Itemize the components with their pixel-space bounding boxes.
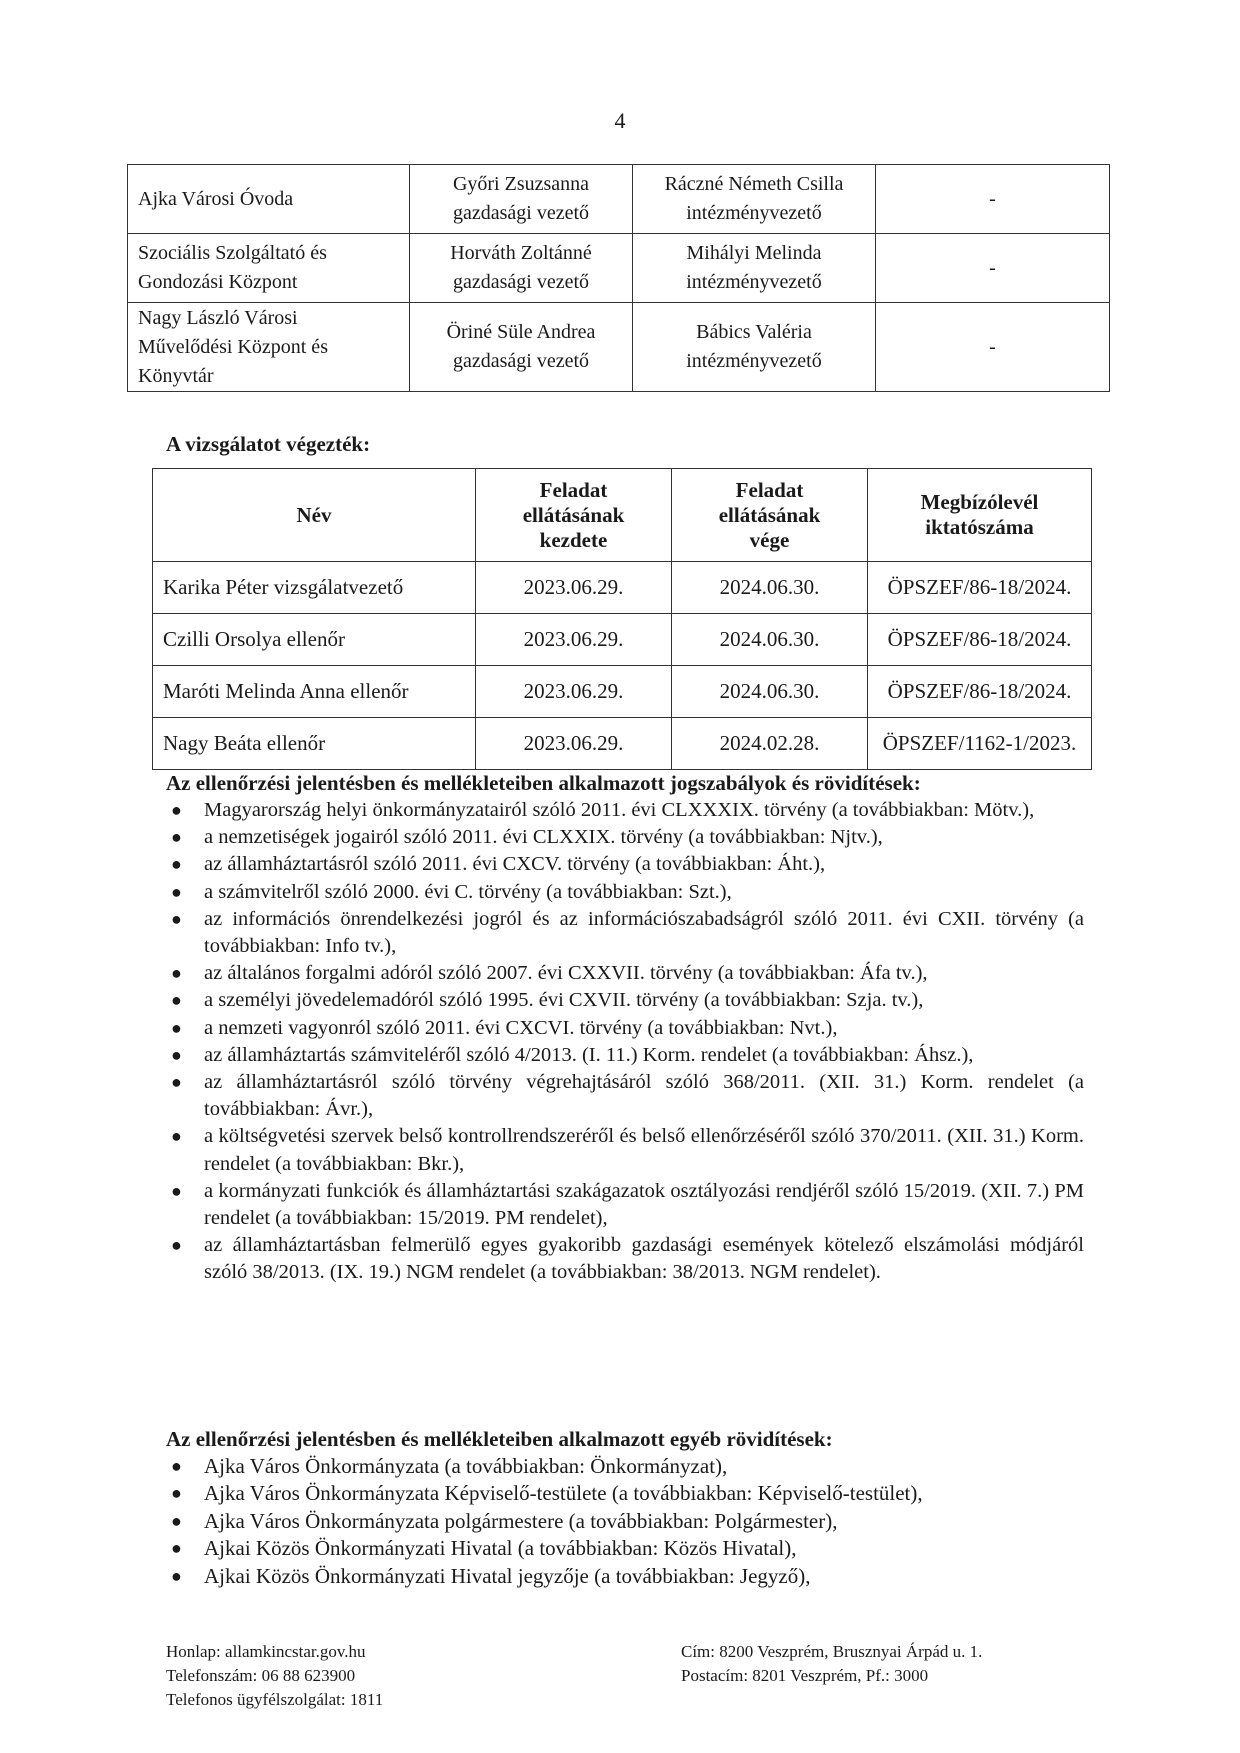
list-item-text: az államháztartásról szóló 2011. évi CXCV. törvény (a továbbiakban: Áht.),: [204, 853, 826, 876]
header-name: Név: [153, 469, 476, 562]
list-item-text: a költségvetési szervek belső kontrollrendszeréről és belső ellenőrzéséről szóló 370/2011. (XII. 31.) Korm. rendelet (a továbbiakban: Bkr.),: [204, 1125, 1084, 1175]
list-item: [166, 960, 1084, 987]
list-item: [166, 1232, 1084, 1286]
list-item-text: az államháztartás számviteléről szóló 4/2013. (I. 11.) Korm. rendelet (a továbbiakban: Áhsz.),: [204, 1043, 974, 1066]
examiner-start-date: 2023.06.29.: [476, 666, 672, 718]
examiners-title: A vizsgálatot végezték:: [166, 432, 371, 456]
examiner-end-date: 2024.06.30.: [672, 614, 868, 666]
list-item-text: Ajka Város Önkormányzata polgármestere (a továbbiakban: Polgármester),: [204, 1508, 838, 1533]
bullet-icon: ●: [171, 1072, 182, 1093]
bullet-icon: ●: [171, 1538, 182, 1559]
examiner-name: Czilli Orsolya ellenőr: [153, 614, 476, 666]
bullet-icon: ●: [171, 990, 182, 1011]
finance-leader-role: gazdasági vezető: [452, 271, 590, 293]
list-item-text: Ajkai Közös Önkormányzati Hivatal (a továbbiakban: Közös Hivatal),: [204, 1536, 797, 1561]
director-role: intézményvezető: [686, 271, 822, 293]
finance-leader-name: Győri Zsuzsanna: [452, 173, 590, 195]
bullet-icon: ●: [171, 1483, 182, 1504]
finance-leader-name: Öriné Süle Andrea: [446, 321, 596, 343]
institutions-table: [127, 164, 1110, 392]
institution-name-cell: [128, 165, 410, 234]
footer-phone: Telefonszám: 06 88 623900: [166, 1666, 356, 1685]
list-item: [166, 1123, 1084, 1177]
list-item: [166, 1453, 1084, 1480]
finance-leader-name: Horváth Zoltánné: [450, 242, 592, 264]
finance-leader-role: gazdasági vezető: [452, 202, 590, 224]
examiner-row: [153, 666, 1092, 718]
examiner-end-date: 2024.06.30.: [672, 666, 868, 718]
examiner-start-date: 2023.06.29.: [476, 614, 672, 666]
list-item-text: a nemzetiségek jogairól szóló 2011. évi CLXXIX. törvény (a továbbiakban: Njtv.),: [204, 826, 883, 849]
director-name: Ráczné Németh Csilla: [664, 173, 844, 195]
list-item: [166, 851, 1084, 878]
list-item: [166, 1042, 1084, 1069]
institution-name-line: Könyvtár: [138, 364, 214, 387]
director-role: intézményvezető: [686, 202, 822, 224]
list-item-text: az államháztartásban felmerülő egyes gyakoribb gazdasági események kötelező elszámolási módjáról szóló 38/2013. (IX. 19.) NGM rendelet (a továbbiakban: 38/2013. NGM rendelet).: [204, 1234, 1084, 1284]
institution-row: [128, 303, 1110, 392]
examiner-registration-number: ÖPSZEF/1162-1/2023.: [868, 718, 1092, 770]
examiner-registration-number: ÖPSZEF/86-18/2024.: [868, 666, 1092, 718]
list-item: [166, 879, 1084, 906]
finance-leader-role: gazdasági vezető: [452, 350, 590, 372]
list-item-text: Ajka Város Önkormányzata Képviselő-testülete (a továbbiakban: Képviselő-testület),: [204, 1481, 923, 1506]
bullet-icon: ●: [171, 827, 182, 848]
director-name: Bábics Valéria: [696, 321, 812, 343]
examiner-end-date: 2024.06.30.: [672, 562, 868, 614]
laws-list: [166, 797, 1084, 1287]
examiner-registration-number: ÖPSZEF/86-18/2024.: [868, 614, 1092, 666]
institution-row: [128, 165, 1110, 234]
finance-leader-cell: [410, 165, 633, 234]
director-cell: [633, 165, 876, 234]
footer-postal-address: Postacím: 8201 Veszprém, Pf.: 3000: [681, 1666, 929, 1685]
bullet-icon: ●: [171, 1180, 182, 1201]
list-item: [166, 1563, 1084, 1590]
institution-name-cell: [128, 303, 410, 392]
institution-name-line: Nagy László Városi: [138, 306, 298, 329]
list-item: [166, 1069, 1084, 1123]
header-end: Feladat ellátásának vége: [672, 469, 868, 562]
examiners-header-row: [153, 469, 1092, 562]
list-item: [166, 1178, 1084, 1232]
list-item-text: az államháztartásról szóló törvény végrehajtásáról szóló 368/2011. (XII. 31.) Korm. rendelet (a továbbiakban: Ávr.),: [204, 1071, 1084, 1121]
other-abbreviations-section: [166, 1425, 1084, 1590]
director-name: Mihályi Melinda: [686, 242, 822, 264]
director-role: intézményvezető: [686, 350, 822, 372]
bullet-icon: ●: [171, 1126, 182, 1147]
other-cell: -: [876, 303, 1110, 392]
other-abbreviations-title: Az ellenőrzési jelentésben és mellékleteiben alkalmazott egyéb rövidítések:: [166, 1427, 833, 1451]
list-item: [166, 987, 1084, 1014]
bullet-icon: ●: [171, 1235, 182, 1256]
footer-address: [681, 1640, 982, 1688]
finance-leader-cell: [410, 234, 633, 303]
examiner-name: Nagy Beáta ellenőr: [153, 718, 476, 770]
list-item: [166, 906, 1084, 960]
list-item-text: a számvitelről szóló 2000. évi C. törvény (a továbbiakban: Szt.),: [204, 880, 732, 903]
bullet-icon: ●: [171, 854, 182, 875]
list-item: [166, 824, 1084, 851]
other-abbreviations-list: [166, 1453, 1084, 1590]
director-cell: [633, 234, 876, 303]
footer-hotline: Telefonos ügyfélszolgálat: 1811: [166, 1690, 384, 1709]
examiner-start-date: 2023.06.29.: [476, 718, 672, 770]
bullet-icon: ●: [171, 908, 182, 929]
page-number: 4: [614, 108, 626, 133]
finance-leader-cell: [410, 303, 633, 392]
examiner-name: Maróti Melinda Anna ellenőr: [153, 666, 476, 718]
examiner-end-date: 2024.02.28.: [672, 718, 868, 770]
examiners-table: [152, 468, 1092, 770]
list-item-text: Ajkai Közös Önkormányzati Hivatal jegyzője (a továbbiakban: Jegyző),: [204, 1563, 811, 1588]
institution-name-cell: [128, 234, 410, 303]
list-item-text: az információs önrendelkezési jogról és az információszabadságról szóló 2011. évi CXII. törvény (a továbbiakban: Info tv.),: [204, 907, 1084, 958]
institution-name-line: Művelődési Központ és: [138, 335, 328, 358]
institution-name-line: Ajka Városi Óvoda: [138, 187, 294, 210]
list-item: [166, 797, 1084, 824]
footer-street-address: Cím: 8200 Veszprém, Brusznyai Árpád u. 1.: [681, 1642, 983, 1661]
examiner-row: [153, 718, 1092, 770]
bullet-icon: ●: [171, 800, 182, 820]
examiner-row: [153, 614, 1092, 666]
institution-name-line: Szociális Szolgáltató és: [138, 242, 327, 264]
director-cell: [633, 303, 876, 392]
list-item-text: Ajka Város Önkormányzata (a továbbiakban: Önkormányzat),: [204, 1454, 728, 1478]
list-item-text: a személyi jövedelemadóról szóló 1995. évi CXVII. törvény (a továbbiakban: Szja. tv.),: [204, 989, 924, 1012]
bullet-icon: ●: [171, 881, 182, 902]
bullet-icon: ●: [171, 963, 182, 984]
list-item: [166, 1480, 1084, 1507]
bullet-icon: ●: [171, 1565, 182, 1586]
institution-name-line: Gondozási Központ: [138, 271, 298, 293]
examiner-start-date: 2023.06.29.: [476, 562, 672, 614]
footer-contact: [166, 1640, 383, 1712]
list-item: [166, 1015, 1084, 1042]
other-cell: -: [876, 234, 1110, 303]
list-item-text: a nemzeti vagyonról szóló 2011. évi CXCVI. törvény (a továbbiakban: Nvt.),: [204, 1016, 838, 1039]
bullet-icon: ●: [171, 1510, 182, 1531]
header-start: Feladat ellátásának kezdete: [476, 469, 672, 562]
bullet-icon: ●: [171, 1456, 182, 1476]
list-item: [166, 1535, 1084, 1562]
examiner-row: [153, 562, 1092, 614]
examiner-name: Karika Péter vizsgálatvezető: [153, 562, 476, 614]
other-cell: -: [876, 165, 1110, 234]
list-item-text: az általános forgalmi adóról szóló 2007. évi CXXVII. törvény (a továbbiakban: Áfa tv.),: [204, 962, 928, 985]
laws-section: [166, 769, 1084, 1287]
list-item-text: Magyarország helyi önkormányzatairól szóló 2011. évi CLXXXIX. törvény (a továbbiakban: Mötv.),: [204, 799, 1035, 821]
list-item: [166, 1508, 1084, 1535]
bullet-icon: ●: [171, 1017, 182, 1038]
bullet-icon: ●: [171, 1044, 182, 1065]
examiner-registration-number: ÖPSZEF/86-18/2024.: [868, 562, 1092, 614]
laws-title: Az ellenőrzési jelentésben és mellékleteiben alkalmazott jogszabályok és rövidítések:: [166, 771, 921, 795]
institution-row: [128, 234, 1110, 303]
footer-website: Honlap: allamkincstar.gov.hu: [166, 1642, 366, 1661]
header-registration: Megbízólevél iktatószáma: [868, 469, 1092, 562]
list-item-text: a kormányzati funkciók és államháztartási szakágazatok osztályozási rendjéről szóló 15/2019. (XII. 7.) PM rendelet (a továbbiakban: 15/2019. PM rendelet),: [204, 1179, 1084, 1230]
